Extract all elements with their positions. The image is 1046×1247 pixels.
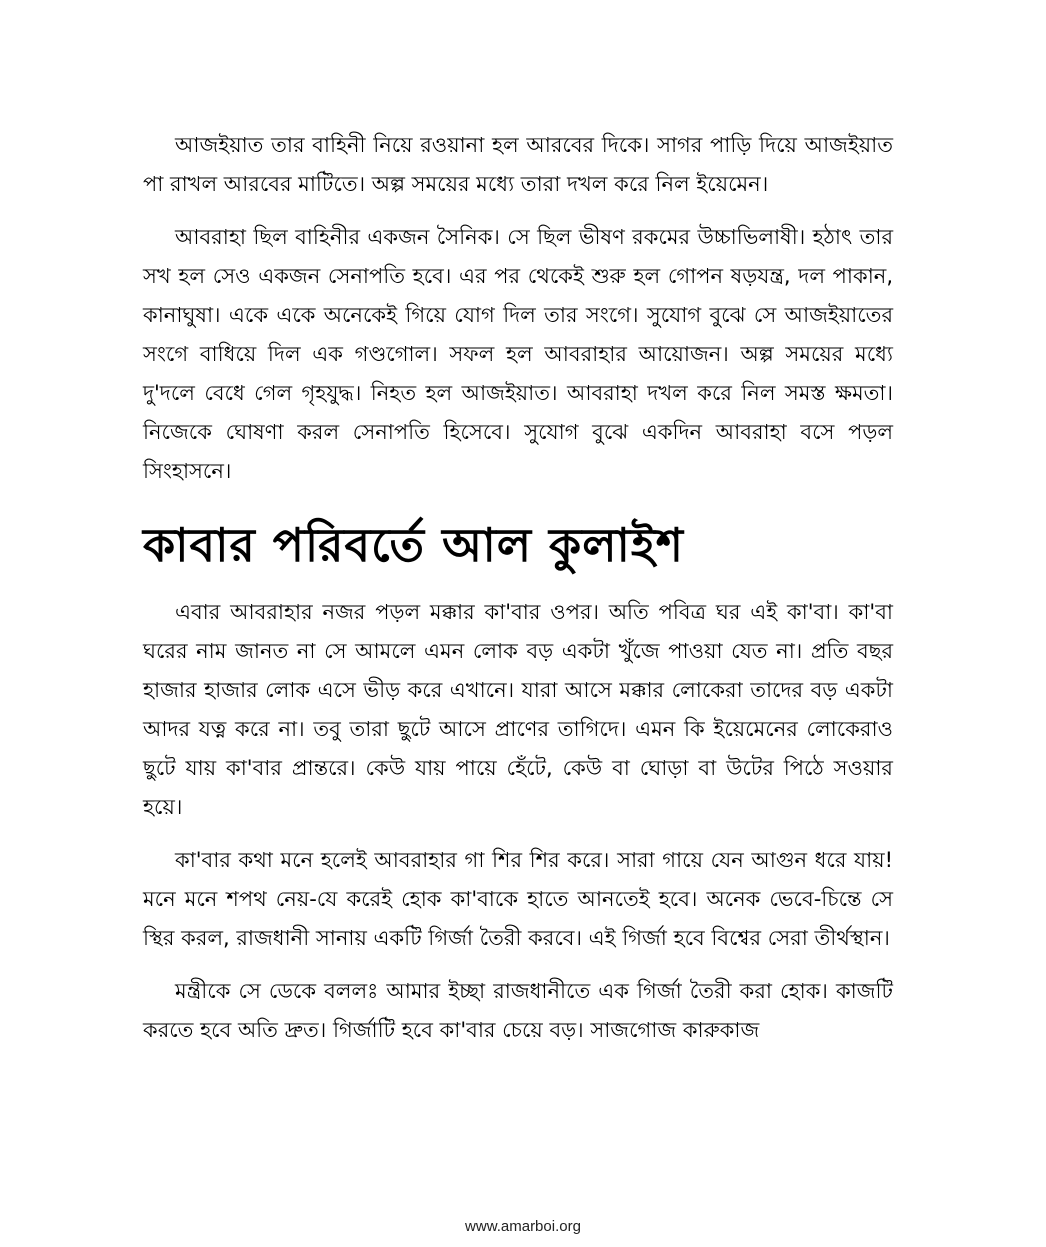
paragraph-section-2: কা'বার কথা মনে হলেই আবরাহার গা শির শির করে। সারা গায়ে যেন আগুন ধরে যায়! মনে মনে শপথ নেয়-যে করেই হোক কা'বাকে হাতে আনতেই হবে। অনেক ভেবে-চিন্তে সে স্থির করল, রাজধানী সানায় একটি গির্জা তৈরী করবে। এই গির্জা হবে বিশ্বের সেরা তীর্থস্থান। xyxy=(143,848,893,950)
paragraph-section-3: মন্ত্রীকে সে ডেকে বললঃ আমার ইচ্ছা রাজধানীতে এক গির্জা তৈরী করা হোক। কাজটি করতে হবে অতি দ্রুত। গির্জাটি হবে কা'বার চেয়ে বড়। সাজগোজ কারুকাজ xyxy=(143,979,893,1042)
paragraph-intro-2: আবরাহা ছিল বাহিনীর একজন সৈনিক। সে ছিল ভীষণ রকমের উচ্চাভিলাষী। হঠাৎ তার সখ হল সেও একজন সেনাপতি হবে। এর পর থেকেই শুরু হল গোপন ষড়যন্ত্র, দল পাকান, কানাঘুষা। একে একে অনেকেই গিয়ে যোগ দিল তার সংগে। সুযোগ বুঝে সে আজইয়াতের সংগে বাধিয়ে দিল এক গণ্ডগোল। সফল হল আবরাহার আয়োজন। অল্প সময়ের মধ্যে দু'দলে বেধে গেল গৃহযুদ্ধ। নিহত হল আজইয়াত। আবরাহা দখল করে নিল সমস্ত ক্ষমতা। নিজেকে ঘোষণা করল সেনাপতি হিসেবে। সুযোগ বুঝে একদিন আবরাহা বসে পড়ল সিংহাসনে। xyxy=(143,225,893,483)
paragraph-intro-1: আজইয়াত তার বাহিনী নিয়ে রওয়ানা হল আরবের দিকে। সাগর পাড়ি দিয়ে আজইয়াত পা রাখল আরবের মাটিতে। অল্প সময়ের মধ্যে তারা দখল করে নিল ইয়েমেন। xyxy=(143,133,893,196)
section-heading: কাবার পরিবর্তে আল কুলাইশ xyxy=(143,518,684,572)
footer-website: www.amarboi.org xyxy=(465,1218,581,1235)
page-body xyxy=(143,126,893,1064)
paragraph-section-1: এবার আবরাহার নজর পড়ল মক্কার কা'বার ওপর। অতি পবিত্র ঘর এই কা'বা। কা'বা ঘরের নাম জানত না সে আমলে এমন লোক বড় একটা খুঁজে পাওয়া যেত না। প্রতি বছর হাজার হাজার লোক এসে ভীড় করে এখানে। যারা আসে মক্কার লোকেরা তাদের বড় একটা আদর যত্ন করে না। তবু তারা ছুটে আসে প্রাণের তাগিদে। এমন কি ইয়েমেনের লোকেরাও ছুটে যায় কা'বার প্রান্তরে। কেউ যায় পায়ে হেঁটে, কেউ বা ঘোড়া বা উটের পিঠে সওয়ার হয়ে। xyxy=(143,600,893,819)
